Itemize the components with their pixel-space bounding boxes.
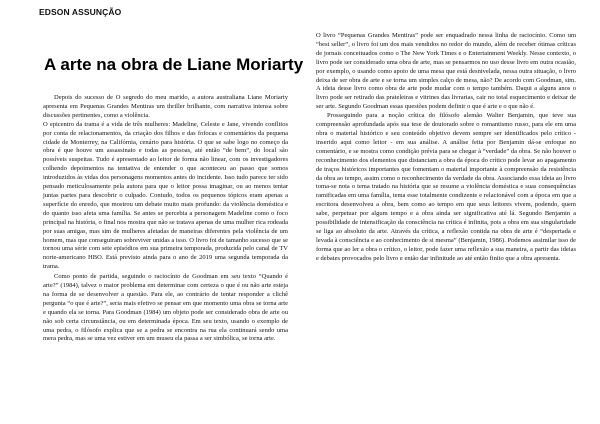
- paragraph: O epicentro da trama é a vida de três mulheres: Madeline, Celeste e Jane, vivendo conflitos por conta de relacionamentos, da criação dos filhos e das fofocas e comentários da pequena cidade de Monterrey, na Califórnia, cenário para história. O que se sabe logo no começo da obra é que houve um assassinato e todas as pessoas, até então “de bem”, do local são possíveis suspeitas. Tudo é apresentado ao leitor de forma não linear, com os investigadores colhendo depoimentos na tentativa de entender o que aconteceu ao passo que somos introduzidos às vidas dos personagens momentos antes do incidente. Isso tudo parece ter sido pensado meticulosamente pela autora para que o leitor possa imaginar, ou ao menos tentar juntas partes para descobrir o culpado. Contudo, todos os pequenos tópicos eram apenas a superfície do enredo, que mostrou um debate muito mais profundo: da violência doméstica e do quanto isso afeta uma família. Se antes se percebia a personagem Madeline como o foco principal na história, o final nos mostra que não se tratava apenas de uma mulher rica rodeada por suas amigas, mas sim de mulheres afetadas de maneiras diferentes pela violência de um homem, mas que conseguiram sobreviver unidas a isso. O livro foi de tamanho sucesso que se tornou uma série com sete episódios em sua primeira temporada, produzida pelo canal de TV norte-americano HBO. Está previsto ainda para o ano de 2019 uma segunda temporada da trama.: [43, 120, 288, 271]
- paragraph: O livro “Pequenas Grandes Mentiras” pode ser enquadrado nessa linha de raciocínio. Como um “best seller”, o livro foi um dos mais vendidos no redor do mundo, além de receber ótimas críticas de jornais conceituados como o The New York Times e o Entertainment Weekly. Nesse contexto, o livro pode ser considerado uma obra de arte, mas se pensarmos no uso desse livro em outra ocasião, por exemplo, o usando como apoio de uma mesa que está desnivelada, nessa outra situação, o livro deixa de ser obra de arte e se torna um simples calço de mesa, não? De acordo com Goodman, sim. A ideia desse livro como obra de arte pode mudar com o tempo também. Daqui a alguns anos o livro pode ser retirado das prateleiras e vitrines das livrarias, cair no total esquecimento e deixar de ser arte. Segundo Goodman essas questões podem definir o que é arte e o que não é.: [316, 32, 576, 111]
- paragraph: Depois do sucesso de O segredo do meu marido, a autora australiana Liane Moriarty apresenta em Pequenas Grandes Mentiras um thriller brilhante, com narrativa intensa sobre discussões pertinentes, como a violência.: [43, 94, 288, 119]
- paragraph: Prosseguindo para a noção crítica do filósofo alemão Walter Benjamin, que teve sua compreensão aprofundada após sua tese de doutorado sobre o romantismo russo, para ele em uma obra o material histórico e seu conteúdo objetivo devem sempre ser identificados pelo crítico - inserido aqui como leitor - em sua análise. A análise feita por Benjamin dá-se enfoque no comentário, e se mostra como condição prévia para se chegar à “verdade” da obra. Se não houver o reconhecimento dos elementos que distanciam a obra da época do crítico pode levar ao apagamento de traços históricos importantes que fomentam o material importante à compreensão da resistência da obra ao tempo, assim como o reconhecimento da verdade da obra. Associando essa ideia ao livro toma-se nota o tema tratado na história que se resume a violência doméstica e suas consequências ramificadas em uma família, tema esse totalmente condizente e relacionável com a época em que a escritora desenvolveu a obra, bem como ao tempo em que seus leitores vivem, podendo, quem sabe, perpetuar por algum tempo e a obra ainda ser significativa até lá. Segundo Benjamin a possibilidade de intensificação da consciência na crítica é infinita, pois a obra em sua singularidade se liga ao absoluto da arte. Através da crítica, a reflexão contida na obra de arte é “despertada e levada à consciência e ao conhecimento de si mesma” (Benjamin, 1986). Podemos assimilar isso de forma que ao ler a obra o crítico, o leitor, pode fazer uma reflexão a sua maneira, a partir das ideias e debates provocados pelo livro e então dar infinitude ao até então finito que a obra apresenta.: [316, 112, 576, 262]
- paragraph: Como ponto de partida, seguindo o raciocínio de Goodman em seu texto “Quando é arte?” (1984), talvez o maior problema em determinar com certeza o que é ou não arte esteja na forma de se desenvolver a questão. Para ele, ao contrário de tentar responder a clichê pergunta “o que é arte?”, seria mais efetivo se pensar em que momento uma obra se torna arte e quando ela se torna. Para Goodman (1984) um objeto pode ser considerado obra de arte ou não sob certa circunstância, ou em determinada época. Em seu texto, usando o exemplo de uma pedra, o filósofo explica que se a pedra se encontra na rua ela continuará sendo uma mera pedra, mas se uma vez estiver em um museu ela passa a ser simbólica, se torna arte.: [43, 273, 288, 343]
- article-title: A arte na obra de Liane Moriarty: [44, 55, 304, 74]
- author-name: EDSON ASSUNÇÃO: [39, 7, 122, 17]
- left-column: [43, 94, 288, 344]
- right-column: [316, 32, 576, 264]
